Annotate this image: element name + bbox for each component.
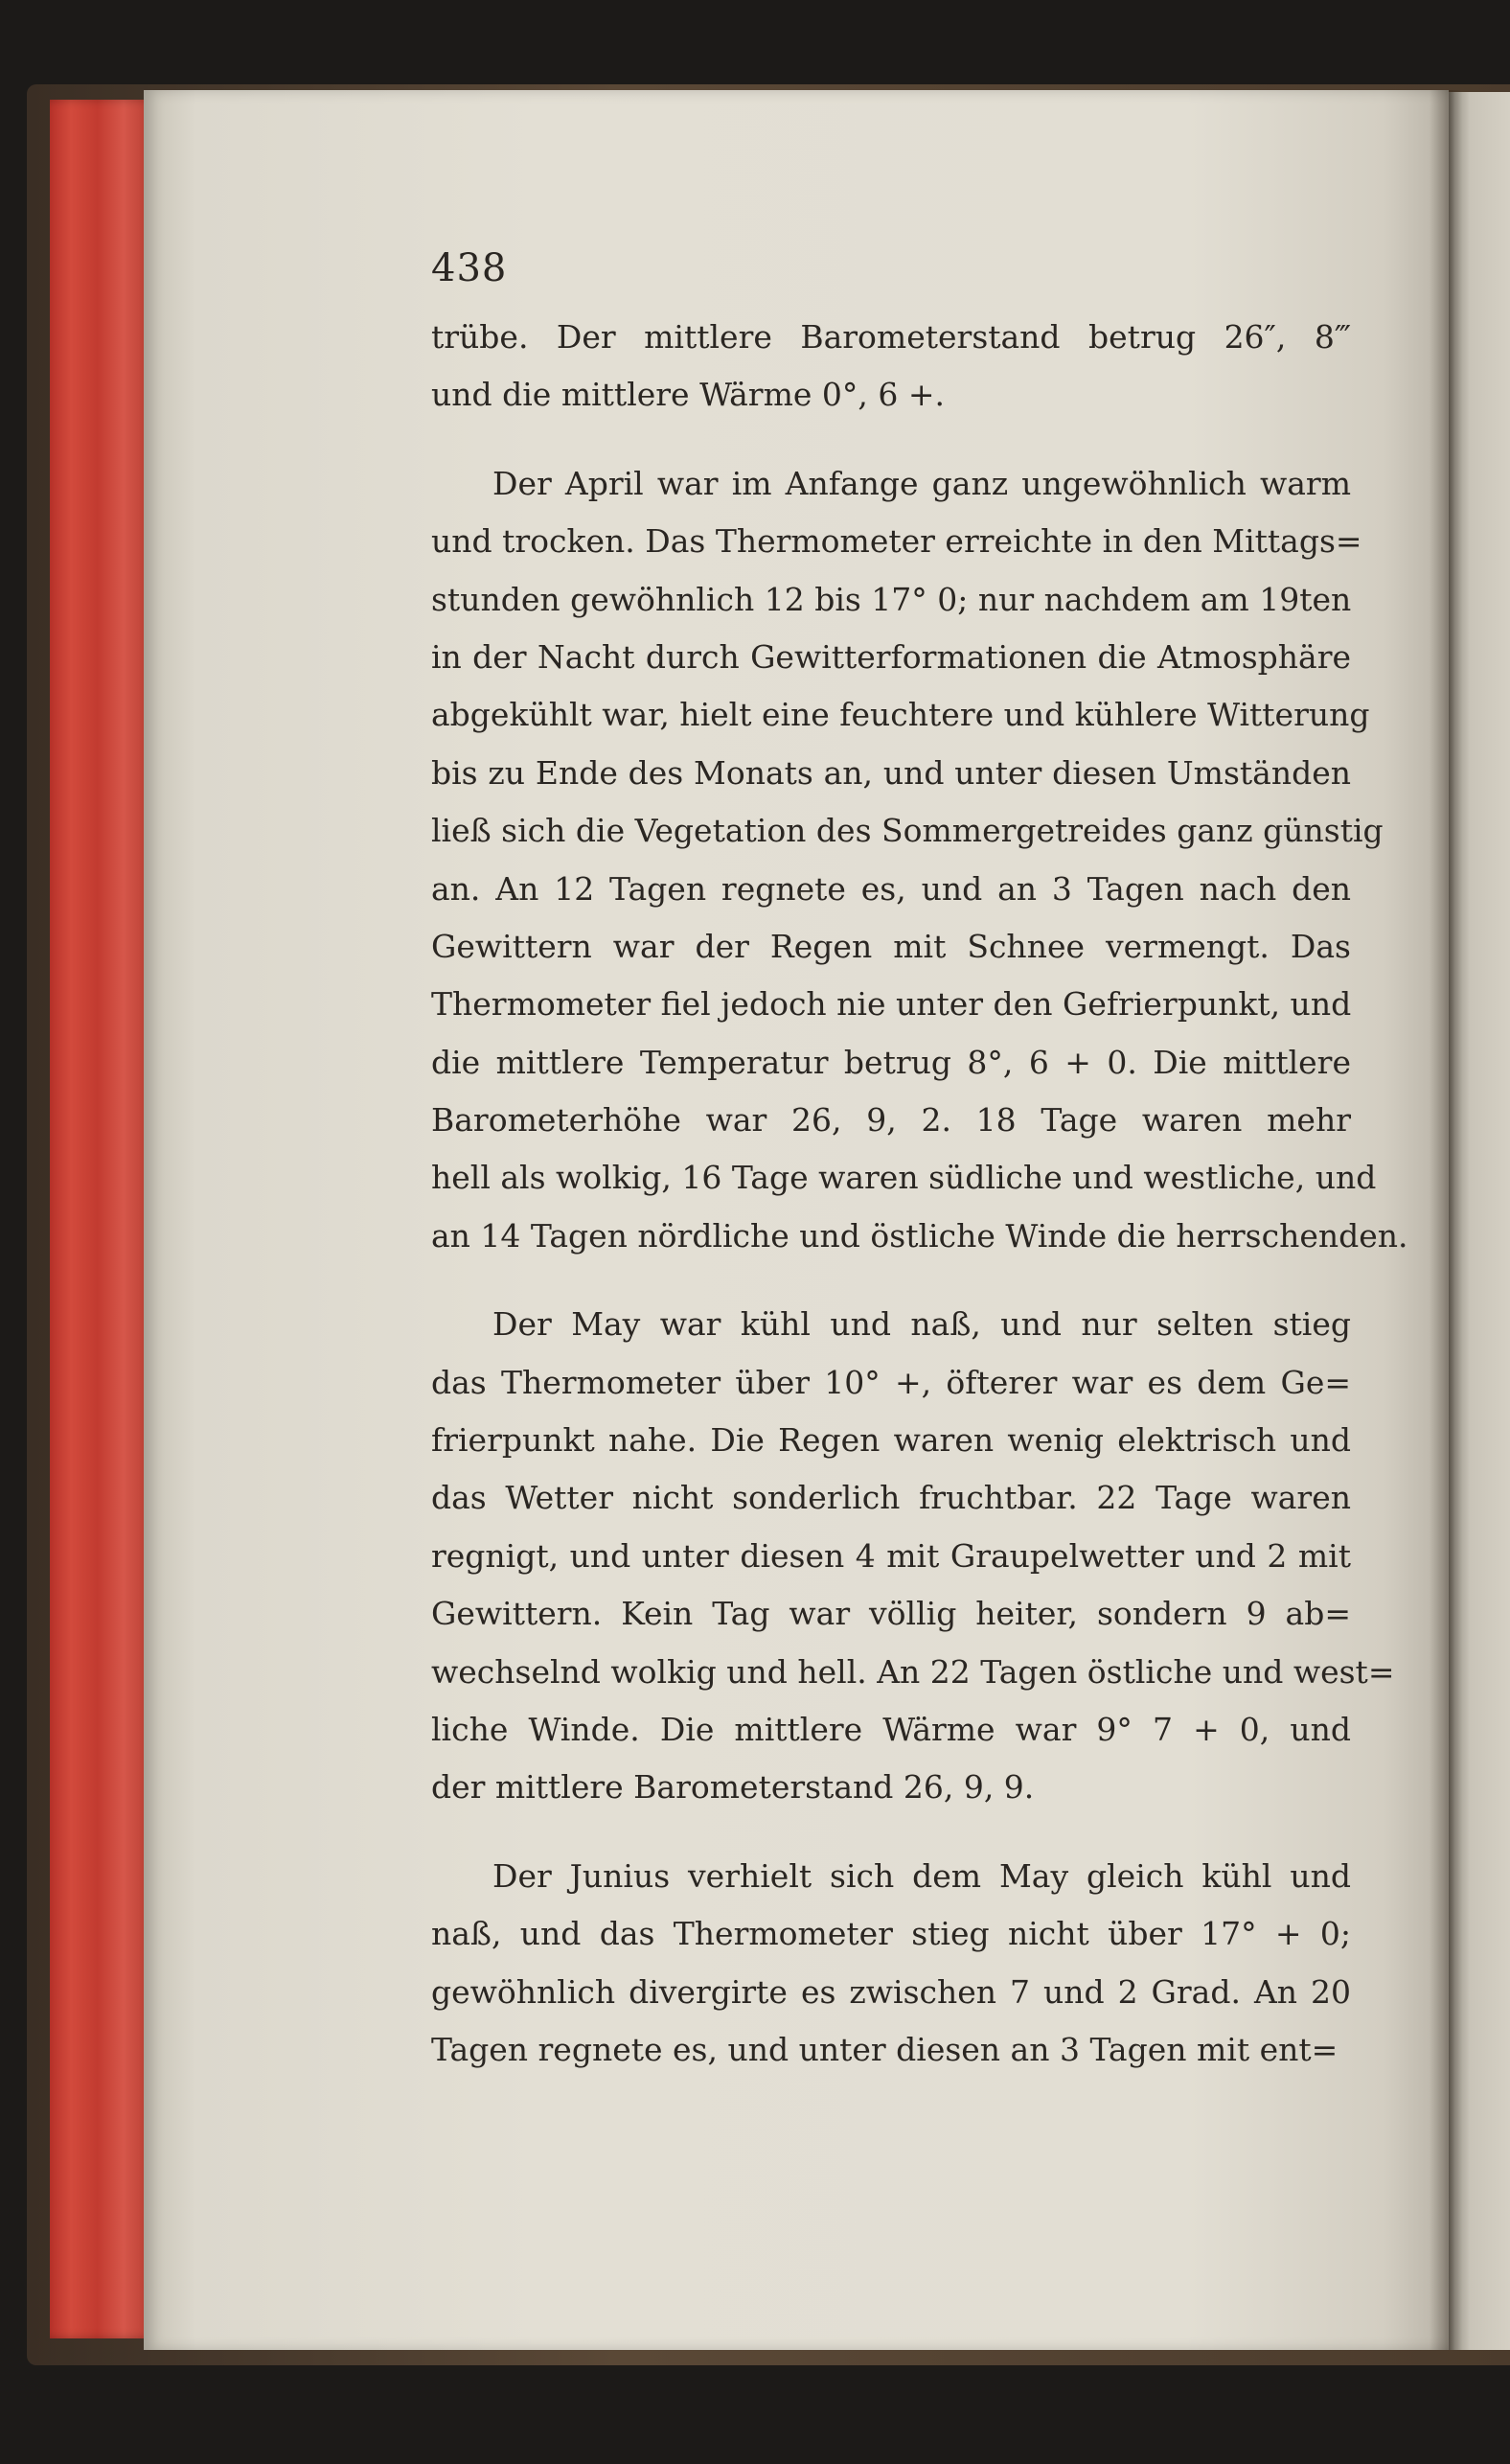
paragraph [431, 1848, 1351, 2080]
paragraph [431, 1296, 1395, 1817]
text-line: ließ sich die Vegetation des Sommergetreides ganz günstig [431, 812, 1384, 850]
text-line: stunden gewöhnlich 12 bis 17° 0; nur nachdem am 19ten [431, 580, 1352, 618]
text-line: Thermometer fiel jedoch nie unter den Gefrierpunkt, und [431, 985, 1352, 1024]
text-line: bis zu Ende des Monats an, und unter diesen Umständen [431, 753, 1351, 792]
book-gutter [1430, 90, 1462, 2350]
text-line: an. An 12 Tagen regnete es, und an 3 Tagen nach den [431, 869, 1351, 908]
red-page-edges [50, 100, 155, 2338]
text-line: der mittlere Barometerstand 26, 9, 9. [431, 1768, 1035, 1807]
text-line: liche Winde. Die mittlere Wärme war 9° 7 + 0, und [431, 1710, 1351, 1748]
text-block [431, 240, 1408, 2079]
text-line: abgekühlt war, hielt eine feuchtere und kühlere Witterung [431, 696, 1370, 734]
text-line: gewöhnlich divergirte es zwischen 7 und 2 Grad. An 20 [431, 1972, 1351, 2011]
text-line: Gewittern. Kein Tag war völlig heiter, sondern 9 ab= [431, 1595, 1351, 1633]
text-line: Der May war kühl und naß, und nur selten stieg [492, 1305, 1351, 1344]
text-line: Gewittern war der Regen mit Schnee vermengt. Das [431, 927, 1351, 965]
text-line: an 14 Tagen nördliche und östliche Winde die herrschenden. [431, 1216, 1408, 1255]
text-line: Der Junius verhielt sich dem May gleich kühl und [492, 1856, 1351, 1895]
text-line: das Thermometer über 10° +, öfterer war es dem Ge= [431, 1363, 1351, 1401]
text-line: frierpunkt nahe. Die Regen waren wenig elektrisch und [431, 1421, 1351, 1460]
text-line: wechselnd wolkig und hell. An 22 Tagen östliche und west= [431, 1652, 1395, 1691]
paragraph [431, 455, 1408, 1265]
text-line: und die mittlere Wärme 0°, 6 +. [431, 376, 945, 414]
text-line: trübe. Der mittlere Barometerstand betrug 26″, 8‴ [431, 318, 1351, 356]
text-line: hell als wolkig, 16 Tage waren südliche und westliche, und [431, 1159, 1377, 1197]
text-line: und trocken. Das Thermometer erreichte in den Mittags= [431, 522, 1362, 561]
text-line: die mittlere Temperatur betrug 8°, 6 + 0. Die mittlere [431, 1043, 1351, 1081]
text-line: naß, und das Thermometer stieg nicht über 17° + 0; [431, 1915, 1351, 1953]
text-line: in der Nacht durch Gewitterformationen die Atmosphäre [431, 637, 1351, 676]
text-line: das Wetter nicht sonderlich fruchtbar. 22 Tage waren [431, 1479, 1351, 1517]
text-line: Tagen regnete es, und unter diesen an 3 Tagen mit ent= [431, 2030, 1338, 2068]
text-line: Barometerhöhe war 26, 9, 2. 18 Tage waren mehr [431, 1101, 1351, 1140]
text-line: regnigt, und unter diesen 4 mit Graupelwetter und 2 mit [431, 1536, 1351, 1575]
paragraphs [431, 309, 1408, 2079]
page-number: 438 [431, 246, 508, 290]
paragraph [431, 309, 1351, 425]
text-line: Der April war im Anfange ganz ungewöhnlich warm [492, 464, 1351, 502]
